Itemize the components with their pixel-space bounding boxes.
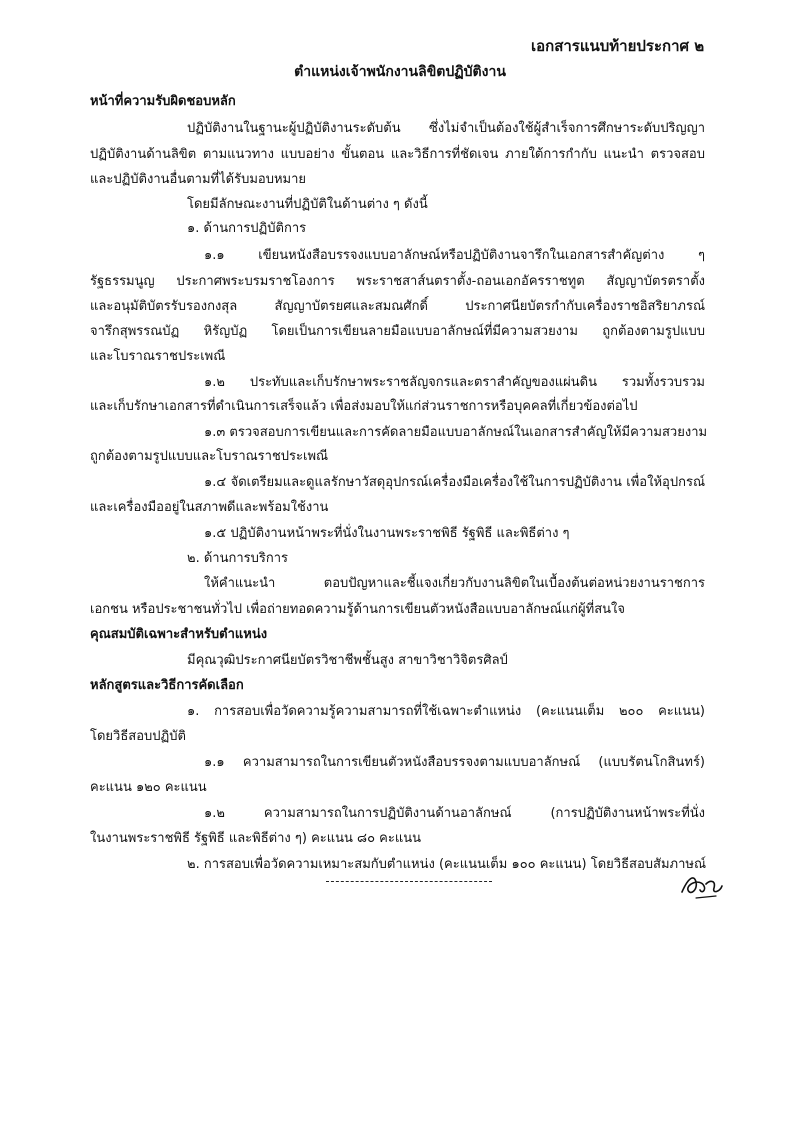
selection-item-1-2-line: ๑.๒ ความสามารถในการปฏิบัติงานด้านอาลักษณ์ (การปฏิบัติงานหน้าพระที่นั่ง (204, 806, 705, 821)
duties-intro-line: ปฏิบัติงานในฐานะผู้ปฏิบัติงานระดับต้น ซึ่งไม่จำเป็นต้องใช้ผู้สำเร็จการศึกษาระดับปริญญา (187, 121, 705, 136)
service-line: ให้คำแนะนำ ตอบปัญหาและชี้แจงเกี่ยวกับงานลิขิตในเบื้องต้นต่อหน่วยงานราชการ (204, 576, 705, 591)
duties-intro-line: และปฏิบัติงานอื่นตามที่ได้รับมอบหมาย (90, 172, 307, 187)
item-1-3-line: ๑.๓ ตรวจสอบการเขียนและการคัดลายมือแบบอาลักษณ์ในเอกสารสำคัญให้มีความสวยงาม (204, 425, 708, 440)
service-line: เอกชน หรือประชาชนทั่วไป เพื่อถ่ายทอดความรู้ด้านการเขียนตัวหนังสือแบบอาลักษณ์แก่ผู้ที่สนใจ (90, 602, 626, 617)
item-1-1-line: และอนุมัติบัตรรับรองกงสุล สัญญาบัตรยศและสมณศักดิ์ ประกาศนียบัตรกำกับเครื่องราชอิสริยาภรณ์ (90, 299, 705, 314)
item-1-1-line: รัฐธรรมนูญ ประกาศพระบรมราชโองการ พระราชสาส์นตราตั้ง-ถอนเอกอัครราชทูต สัญญาบัตรตราตั้ง (90, 274, 705, 289)
end-separator (326, 881, 492, 882)
operations-heading: ๑. ด้านการปฏิบัติการ (187, 221, 307, 236)
selection-item-1-1-line: ๑.๑ ความสามารถในการเขียนตัวหนังสือบรรจงตามแบบอาลักษณ์ (แบบรัตนโกสินทร์) (204, 755, 705, 770)
attachment-tag: เอกสารแนบท้ายประกาศ ๒ (531, 37, 705, 55)
document-title: ตำแหน่งเจ้าพนักงานลิขิตปฏิบัติงาน (294, 64, 506, 80)
section-heading-duties: หน้าที่ความรับผิดชอบหลัก (90, 94, 236, 109)
item-1-4-line: และเครื่องมืออยู่ในสภาพดีและพร้อมใช้งาน (90, 500, 329, 515)
selection-item-1-1-line: คะแนน ๑๒๐ คะแนน (90, 780, 207, 795)
initials-signature (676, 868, 726, 902)
item-1-5: ๑.๕ ปฏิบัติงานหน้าพระที่นั่งในงานพระราชพิธี รัฐพิธี และพิธีต่าง ๆ (204, 526, 570, 541)
selection-item-1-2-line: ในงานพระราชพิธี รัฐพิธี และพิธีต่าง ๆ) คะแนน ๘๐ คะแนน (90, 831, 421, 846)
section-heading-selection: หลักสูตรและวิธีการคัดเลือก (90, 678, 244, 693)
item-1-3-line: ถูกต้องตามรูปแบบและโบราณราชประเพณี (90, 449, 329, 464)
duties-lead: โดยมีลักษณะงานที่ปฏิบัติในด้านต่าง ๆ ดังนี้ (187, 197, 428, 212)
duties-intro-line: ปฏิบัติงานด้านลิขิต ตามแนวทาง แบบอย่าง ขั้นตอน และวิธีการที่ชัดเจน ภายใต้การกำกับ แนะนำ ตรวจสอบ (90, 147, 705, 162)
qualifications-text: มีคุณวุฒิประกาศนียบัตรวิชาชีพชั้นสูง สาขาวิชาวิจิตรศิลป์ (187, 653, 508, 668)
selection-item-1-line: โดยวิธีสอบปฏิบัติ (90, 729, 186, 744)
item-1-2-line: และเก็บรักษาเอกสารที่ดำเนินการเสร็จแล้ว เพื่อส่งมอบให้แก่ส่วนราชการหรือบุคคลที่เกี่ยวข้องต่อไป (90, 399, 638, 414)
item-1-1-line: ๑.๑ เขียนหนังสือบรรจงแบบอาลักษณ์หรือปฏิบัติงานจารึกในเอกสารสำคัญต่าง ๆ (204, 248, 705, 263)
item-1-4-line: ๑.๔ จัดเตรียมและดูแลรักษาวัสดุอุปกรณ์เครื่องมือเครื่องใช้ในการปฏิบัติงาน เพื่อให้อุปกรณ์ (204, 475, 705, 490)
selection-item-1-line: ๑. การสอบเพื่อวัดความรู้ความสามารถที่ใช้เฉพาะตำแหน่ง (คะแนนเต็ม ๒๐๐ คะแนน) (187, 704, 705, 719)
item-1-1-line: จารึกสุพรรณบัฏ หิรัญบัฏ โดยเป็นการเขียนลายมือแบบอาลักษณ์ที่มีความสวยงาม ถูกต้องตามรูปแบบ (90, 324, 705, 339)
item-1-2-line: ๑.๒ ประทับและเก็บรักษาพระราชลัญจกรและตราสำคัญของแผ่นดิน รวมทั้งรวบรวม (204, 375, 705, 390)
section-heading-qualifications: คุณสมบัติเฉพาะสำหรับตำแหน่ง (90, 627, 268, 642)
item-1-1-line: และโบราณราชประเพณี (90, 349, 226, 364)
service-heading: ๒. ด้านการบริการ (187, 551, 289, 566)
selection-item-2: ๒. การสอบเพื่อวัดความเหมาะสมกับตำแหน่ง (คะแนนเต็ม ๑๐๐ คะแนน) โดยวิธีสอบสัมภาษณ์ (187, 857, 707, 872)
